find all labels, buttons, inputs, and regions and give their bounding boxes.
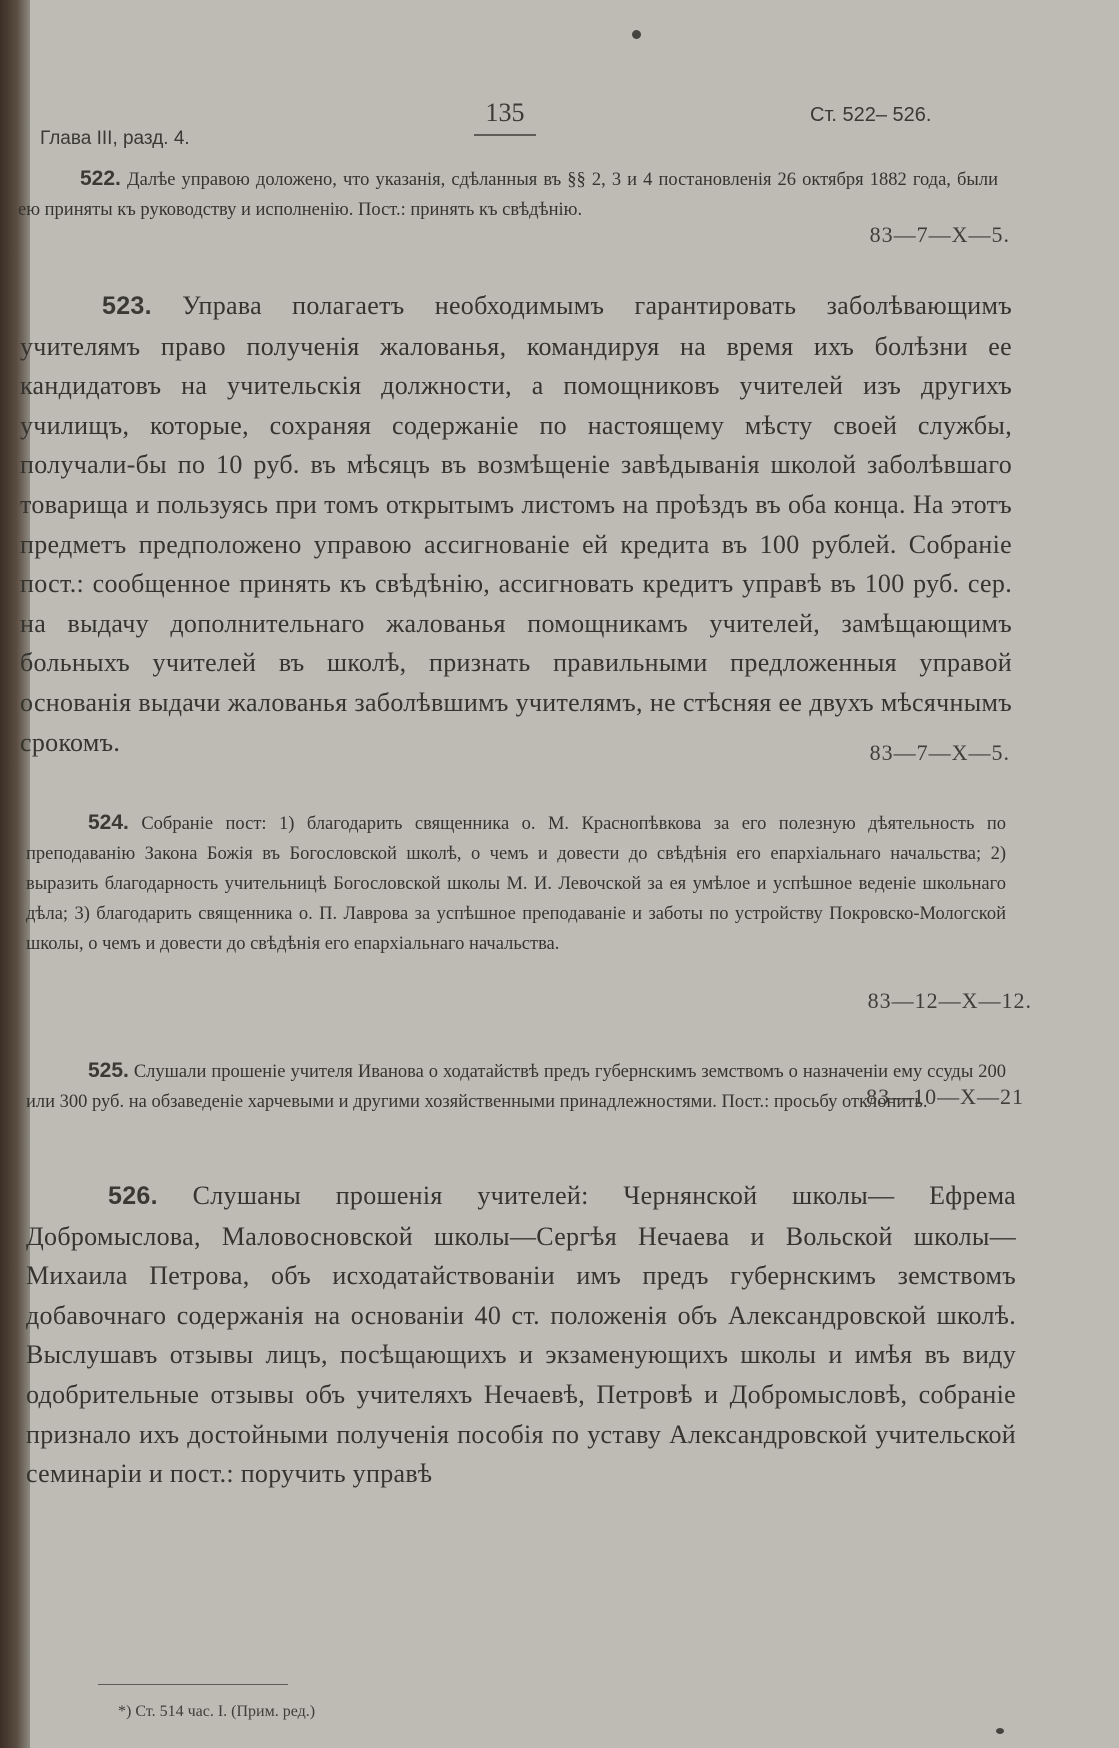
- paragraph-text: Собраніе пост: 1) благодарить священника о. М. Краснопѣвкова за его полезную дѣятельность по преподаванію Закона Божія въ Богословской школѣ, о чемъ и довести до свѣдѣнія его епархіальнаго начальства; 2) выразить благодарность учительницѣ Богословской школы М. И. Левочской за ея умѣлое и успѣшное веденіе школьнаго дѣла; 3) благодарить священника о. П. Лаврова за успѣшное преподаваніе и заботы по устройству Покровско-Мологской школы, о чемъ и довести до свѣдѣнія его епархіальнаго начальства.: [26, 814, 1006, 954]
- page-number-rule: [474, 134, 536, 136]
- paragraph-text: Слушаны прошенія учителей: Чернянской школы— Ефрема Добромыслова, Маловосновской школы—Сергѣя Нечаева и Вольской школы—Михаила Петрова, объ исходатайствованіи имъ предъ губернскимъ земствомъ добавочнаго содержанія на основаніи 40 ст. положенія объ Александровской школѣ. Выслушавъ отзывы лицъ, посѣщающихъ и экзаменующихъ школы и имѣя въ виду одобрительные отзывы объ учителяхъ Нечаевѣ, Петровѣ и Добромысловѣ, собраніе признало ихъ достойными полученія пособія по уставу Александровской учительской семинаріи и пост.: поручить управѣ: [26, 1181, 1016, 1489]
- footnote-rule: [98, 1684, 288, 1685]
- reference-525: 83—10—X—21: [866, 1084, 1024, 1109]
- paragraph-text: Слушали прошеніе учителя Иванова о ходатайствѣ предъ губернскимъ земствомъ о назначеніи ему ссуды 200 или 300 руб. на обзаведеніе харчевыми и другими хозяйственными принадлежностями. Пост.: просьбу отклонить.: [26, 1062, 1006, 1112]
- paragraph-number: 523.: [102, 292, 152, 320]
- reference-523: 83—7—X—5.: [869, 740, 1010, 765]
- paragraph-text: Далѣе управою доложено, что указанія, сдѣланныя въ §§ 2, 3 и 4 постановленія 26 октября 1882 года, были ею приняты къ руководству и исполненію. Пост.: принять къ свѣдѣнію.: [18, 170, 998, 220]
- ink-spot-bottom: [996, 1728, 1004, 1734]
- footnote: *) Ст. 514 час. I. (Прим. ред.): [118, 1703, 316, 1720]
- reference-522: 83—7—X—5.: [869, 222, 1010, 247]
- chapter-heading: Глава III, разд. 4.: [40, 128, 190, 149]
- paragraph-text: Управа полагаетъ необходимымъ гарантировать заболѣвающимъ учителямъ право полученія жалованья, командируя на время ихъ болѣзни ее кандидатовъ на учительскія должности, а помощниковъ учителей изъ другихъ училищъ, которые, сохраняя содержаніе по настоящему мѣсту своей службы, получали-бы по 10 руб. въ мѣсяцъ въ возмѣщеніе завѣдыванія школой заболѣвшаго товарища и пользуясь при томъ открытымъ листомъ на проѣздъ въ оба конца. На этотъ предметъ предположено управою ассигнованіе ей кредита въ 100 рублей. Собраніе пост.: сообщенное принять къ свѣдѣнію, ассигновать кредитъ управѣ въ 100 руб. сер. на выдачу дополнительнаго жалованья помощникамъ учителей, замѣщающимъ больныхъ учителей въ школѣ, признать правильными предложенныя управой основанія выдачи жалованья заболѣвшимъ учителямъ, не стѣсняя ее двухъ мѣсячнымъ срокомъ.: [20, 291, 1012, 757]
- paragraph-524: [26, 808, 1006, 959]
- paragraph-number: 525.: [88, 1059, 129, 1082]
- paragraph-number: 522.: [80, 167, 121, 190]
- paragraph-number: 526.: [108, 1182, 158, 1210]
- paragraph-526: [26, 1176, 1016, 1494]
- paragraph-523: [20, 286, 1012, 762]
- paragraph-522: [18, 164, 998, 225]
- paragraph-number: 524.: [88, 811, 129, 834]
- article-range: Ст. 522– 526.: [810, 104, 932, 126]
- page-number: 135: [485, 98, 525, 127]
- reference-524: 83—12—X—12.: [867, 988, 1032, 1013]
- ink-spot: [632, 30, 641, 39]
